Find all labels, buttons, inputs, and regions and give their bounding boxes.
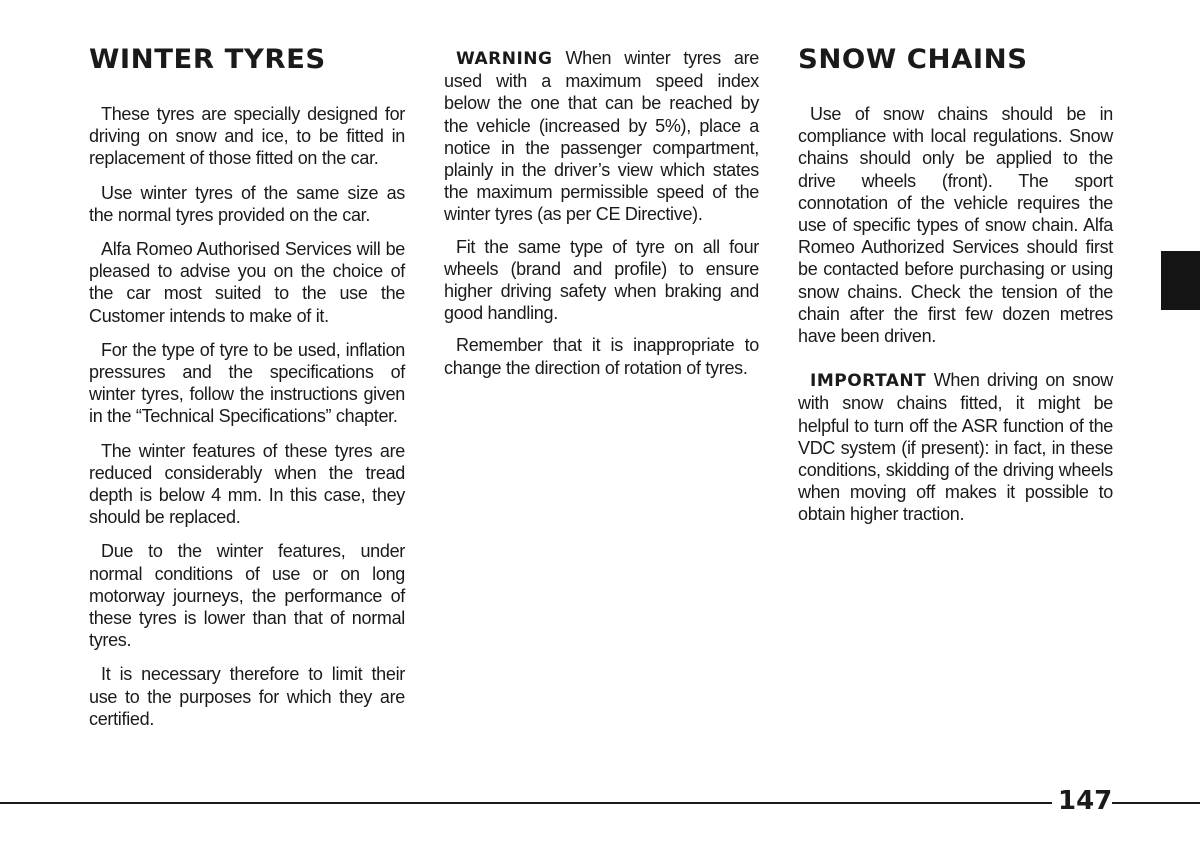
winter-tyres-title: WINTER TYRES [89, 44, 326, 75]
snow-chains-paragraph: Use of snow chains should be in compliance with local regulations. Snow chains should only be applied to the drive wheels (front). The sport connotation of the vehicle requires the use of specific types of snow chain. Alfa Romeo Authorized Services should first be contacted before purchasing or using snow chains. Check the tension of the chain after the first few dozen metres have been driven. [798, 104, 1113, 347]
winter-tyres-warning-section [444, 47, 759, 389]
winter-tyres-paragraph: Use winter tyres of the same size as the normal tyres provided on the car. [89, 182, 405, 225]
important-label: IMPORTANT [810, 371, 927, 392]
winter-tyres-section [89, 44, 405, 742]
warning-paragraph [444, 47, 759, 226]
winter-tyres-paragraph: These tyres are specially designed for driving on snow and ice, to be fitted in replacement of those fitted on the car. [89, 104, 405, 169]
winter-tyres-paragraph: Alfa Romeo Authorised Services will be pleased to advise you on the choice of the car most suited to the use the Customer intends to make of it. [89, 239, 405, 326]
tyre-advice-paragraph: Fit the same type of tyre on all four wheels (brand and profile) to ensure higher driving safety when braking and good handling. [444, 236, 759, 324]
winter-tyres-paragraph: It is necessary therefore to limit their use to the purposes for which they are certified. [89, 664, 405, 729]
important-text: When driving on snow with snow chains fitted, it might be helpful to turn off the ASR function of the VDC system (if present): in fact, in these conditions, skidding of the driving wheels when moving off makes it possible to obtain higher traction. [798, 370, 1114, 525]
tyre-advice-paragraph: Remember that it is inappropriate to change the direction of rotation of tyres. [444, 335, 759, 378]
warning-label: WARNING [456, 49, 553, 69]
snow-chains-title: SNOW CHAINS [798, 44, 1028, 75]
snow-chains-section [798, 44, 1113, 538]
section-thumb-tab [1161, 251, 1200, 310]
important-paragraph [798, 369, 1113, 525]
page-number: 147 [1058, 786, 1113, 816]
winter-tyres-paragraph: The winter features of these tyres are reduced considerably when the tread depth is below 4 mm. In this case, they should be replaced. [89, 440, 405, 528]
winter-tyres-paragraph: Due to the winter features, under normal conditions of use or on long motorway journeys, the performance of these tyres is lower than that of normal tyres. [89, 541, 405, 651]
footer-rule-right [1112, 802, 1200, 804]
winter-tyres-paragraph: For the type of tyre to be used, inflation pressures and the specifications of winter tyres, follow the instructions given in the “Technical Specifications” chapter. [89, 339, 405, 427]
warning-text: When winter tyres are used with a maximum speed index below the one that can be reached by the vehicle (increased by 5%), place a notice in the passenger compartment, plainly in the driver’s view which states the maximum permissible speed of the winter tyres (as per CE Directive). [444, 48, 759, 225]
footer-rule-left [0, 802, 1052, 804]
